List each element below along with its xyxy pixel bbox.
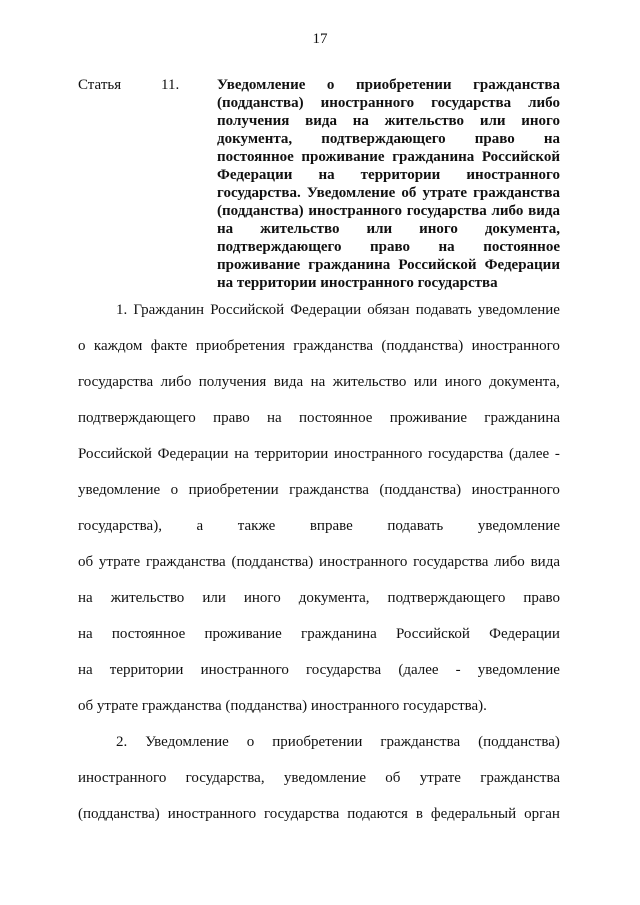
page-number: 17 [312,31,328,47]
word: Федерации [484,257,560,273]
word: гражданина [301,626,377,642]
word: Федерации [489,626,560,642]
word: иного [243,590,281,606]
word: или [366,221,393,237]
word: (далее [508,446,550,462]
paragraph-line [78,803,560,839]
word: жительство [332,374,407,390]
word: постоянное [298,410,373,426]
word: государства. [217,185,301,201]
word: иностранного [167,806,257,822]
word: Гражданин [133,302,205,318]
word: жительство [384,113,465,129]
word: либо [494,554,525,570]
word: государства [306,662,382,678]
word: на [78,626,93,642]
word: территории [109,662,184,678]
word: государства, [185,770,265,786]
word: гражданства [289,482,369,498]
word: гражданина [484,410,560,426]
word: федеральный [430,806,517,822]
word: подавать [387,518,444,534]
article-title-line: на территории иностранного государства [217,275,498,291]
word: приобретении [188,482,279,498]
word: проживание [301,149,385,165]
article-title-line [217,94,560,112]
article-heading [78,76,560,291]
word: (подданства) [231,554,314,570]
word: право [474,131,515,147]
paragraph-line [78,767,560,803]
word: Российской [78,446,152,462]
word: об [78,554,94,570]
word: также [237,518,276,534]
word: на [78,590,93,606]
paragraph-line [78,299,560,335]
word: гражданства [380,734,461,750]
word: государства [406,203,487,219]
word: а [196,518,204,534]
word: 1. [116,302,128,318]
word: на [310,374,326,390]
paragraph-line [78,407,560,443]
word: либо [528,95,560,111]
word: Российской [210,302,285,318]
word: подавать [415,302,472,318]
paragraph-line [78,551,560,587]
word: факте [150,338,188,354]
word: гражданина [392,149,475,165]
word: территории [360,167,441,183]
word: уведомление [477,662,560,678]
word: вида [530,554,560,570]
word: Федерации [217,167,293,183]
word: приобретении [272,734,363,750]
word: проживание [389,410,468,426]
word: каждом [93,338,143,354]
word: уведомление [283,770,367,786]
word: территории [254,446,329,462]
word: на [217,221,234,237]
word: гражданства [145,554,226,570]
word: иного [521,113,560,129]
word: на [318,167,335,183]
word: получения [217,113,290,129]
word: постоянное [111,626,186,642]
word: Федерации [290,302,362,318]
word: гражданства [473,77,560,93]
article-title-line [217,220,560,238]
word: на [234,446,249,462]
word: уведомление [477,518,560,534]
article-title-line [217,184,560,202]
word: иного [444,374,482,390]
word: иностранного [78,770,167,786]
word: постоянное [483,239,560,255]
word: Российской [398,257,477,273]
word: Уведомление [145,734,229,750]
paragraph-line: об утрате гражданства (подданства) иностранного государства). [78,698,487,714]
word: подтверждающего [321,131,446,147]
word: Российской [481,149,560,165]
word: уведомление [477,302,560,318]
word: на [78,662,93,678]
word: документа, [484,221,560,237]
word: о [78,338,86,354]
word: или [413,374,438,390]
word: о [246,734,255,750]
article-title-line [217,166,560,184]
word: 2. [116,734,128,750]
word: подтверждающего [387,590,506,606]
word: Федерации [157,446,229,462]
article-title-line [217,130,560,148]
word: орган [524,806,560,822]
word: об [385,770,401,786]
word: подаются [347,806,408,822]
word: получения [198,374,267,390]
word: право [370,239,410,255]
word: документа, [489,374,560,390]
word: - [554,446,560,462]
word: (подданства) [217,203,304,219]
word: подтверждающего [217,239,342,255]
word: гражданина [308,257,391,273]
word: приобретении [355,77,452,93]
word: утрате [98,554,141,570]
word: на [438,239,455,255]
word: уведомление [78,482,161,498]
article-title-line [217,256,560,274]
word: документа, [298,590,370,606]
word: иностранного [471,338,560,354]
word: подтверждающего [78,410,196,426]
word: Уведомление [217,77,306,93]
word: иностранного [466,167,560,183]
word: вида [305,113,337,129]
word: (подданства) [217,95,304,111]
word: право [213,410,250,426]
word: на [543,131,560,147]
word: иного [419,221,458,237]
paragraph-line [78,335,560,371]
word: иностранного [308,203,402,219]
word: (подданства) [478,734,560,750]
word: государства [431,95,512,111]
word: о [326,77,335,93]
word: Российской [395,626,470,642]
paragraph-line [78,479,560,515]
paragraph-line [78,731,560,767]
article-title-line [217,112,560,130]
word: государства [264,806,340,822]
word: иностранного [319,554,408,570]
word: об [401,185,417,201]
article-number: 11. [161,77,180,93]
word: жительство [260,221,340,237]
word: государства), [78,518,162,534]
word: либо [160,374,192,390]
word: вида [273,374,304,390]
word: государства [413,554,489,570]
word: государства [428,446,504,462]
word: на [267,410,282,426]
word: гражданства [293,338,373,354]
word: (подданства) [78,806,160,822]
word: Уведомление [306,185,396,201]
article-body [78,299,560,839]
word: или [202,590,226,606]
article-title [217,76,560,292]
word: - [455,662,461,678]
article-title-line [217,238,560,256]
word: иностранного [320,95,415,111]
word: или [479,113,506,129]
word: (подданства) [381,338,464,354]
article-label: Статья [78,77,122,93]
paragraph-line [78,515,560,551]
article-title-line [217,148,560,166]
word: право [523,590,560,606]
paragraph-line [78,587,560,623]
word: либо [491,203,524,219]
word: в [415,806,423,822]
word: проживание [204,626,282,642]
word: жительство [110,590,185,606]
article-title-line [217,202,560,220]
word: (подданства) [379,482,462,498]
word: утрате [419,770,461,786]
word: о [170,482,179,498]
word: вправе [309,518,353,534]
word: иностранного [200,662,289,678]
word: на [352,113,369,129]
word: вида [528,203,560,219]
word: обязан [367,302,410,318]
word: (далее [398,662,439,678]
word: проживание [217,257,301,273]
word: приобретения [195,338,285,354]
word: государства [78,374,154,390]
word: гражданства [473,185,560,201]
word: постоянное [217,149,294,165]
paragraph-line [78,659,560,695]
word: иностранного [471,482,560,498]
paragraph-line [78,623,560,659]
word: иностранного [334,446,423,462]
paragraph-line [78,371,560,407]
word: утрате [422,185,467,201]
paragraph-line [78,443,560,479]
word: гражданства [480,770,560,786]
word: документа, [217,131,293,147]
article-title-line [217,76,560,94]
